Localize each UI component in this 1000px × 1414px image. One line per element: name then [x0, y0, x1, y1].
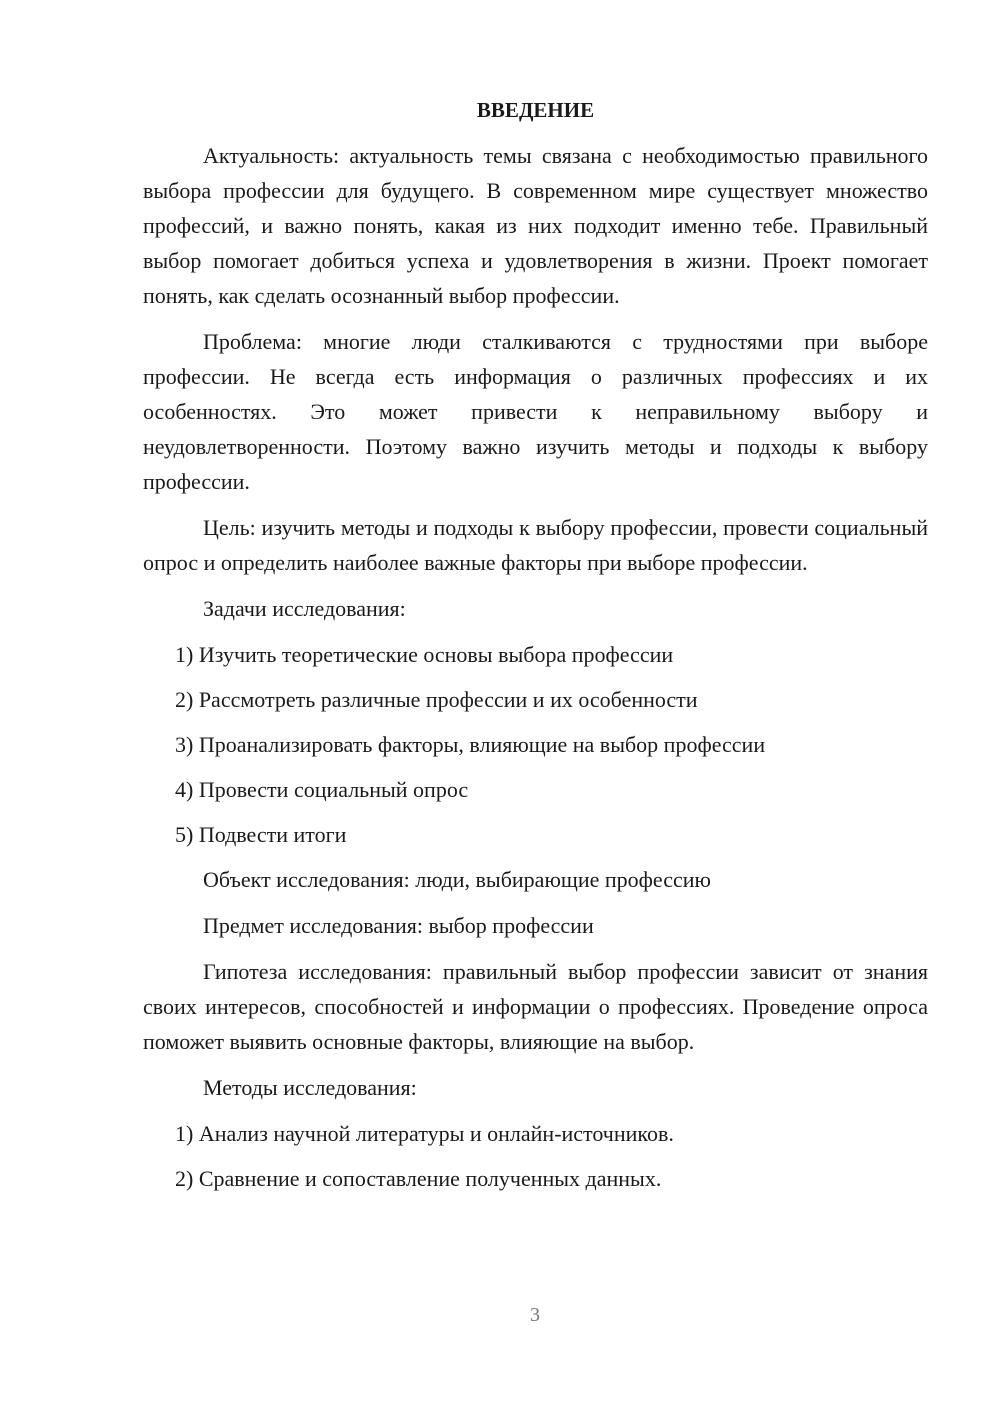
- page-title: ВВЕДЕНИЕ: [476, 98, 595, 122]
- document-page: [143, 94, 928, 1206]
- problem-paragraph: Проблема: многие люди сталкиваются с трудностями при выборе профессии. Не всегда есть информация о различных профессиях и их особенностях. Это может привести к неправильному выбору и неудовлетворенности. Поэтому важно изучить методы и подходы к выбору профессии.: [143, 329, 928, 494]
- method-item: 2) Сравнение и сопоставление полученных данных.: [175, 1166, 662, 1191]
- object-paragraph: Объект исследования: люди, выбирающие профессию: [203, 867, 711, 892]
- subject-paragraph: Предмет исследования: выбор профессии: [203, 913, 594, 938]
- hypothesis-paragraph: Гипотеза исследования: правильный выбор профессии зависит от знания своих интересов, способностей и информации о профессиях. Проведение опроса поможет выявить основные факторы, влияющие на выбор.: [143, 959, 928, 1054]
- task-item: 2) Рассмотреть различные профессии и их особенности: [175, 687, 698, 712]
- task-item: 5) Подвести итоги: [175, 822, 347, 847]
- method-item: 1) Анализ научной литературы и онлайн-источников.: [175, 1121, 674, 1146]
- page-number: 3: [530, 1304, 540, 1326]
- methods-heading: Методы исследования:: [203, 1075, 417, 1100]
- goal-paragraph: Цель: изучить методы и подходы к выбору профессии, провести социальный опрос и определить наиболее важные факторы при выборе профессии.: [143, 515, 928, 575]
- tasks-heading: Задачи исследования:: [203, 596, 406, 621]
- task-item: 3) Проанализировать факторы, влияющие на выбор профессии: [175, 732, 766, 757]
- task-item: 4) Провести социальный опрос: [175, 777, 469, 802]
- task-item: 1) Изучить теоретические основы выбора профессии: [175, 642, 674, 667]
- relevance-paragraph: Актуальность: актуальность темы связана с необходимостью правильного выбора профессии для будущего. В современном мире существует множество профессий, и важно понять, какая из них подходит именно тебе. Правильный выбор помогает добиться успеха и удовлетворения в жизни. Проект помогает понять, как сделать осознанный выбор профессии.: [143, 143, 928, 308]
